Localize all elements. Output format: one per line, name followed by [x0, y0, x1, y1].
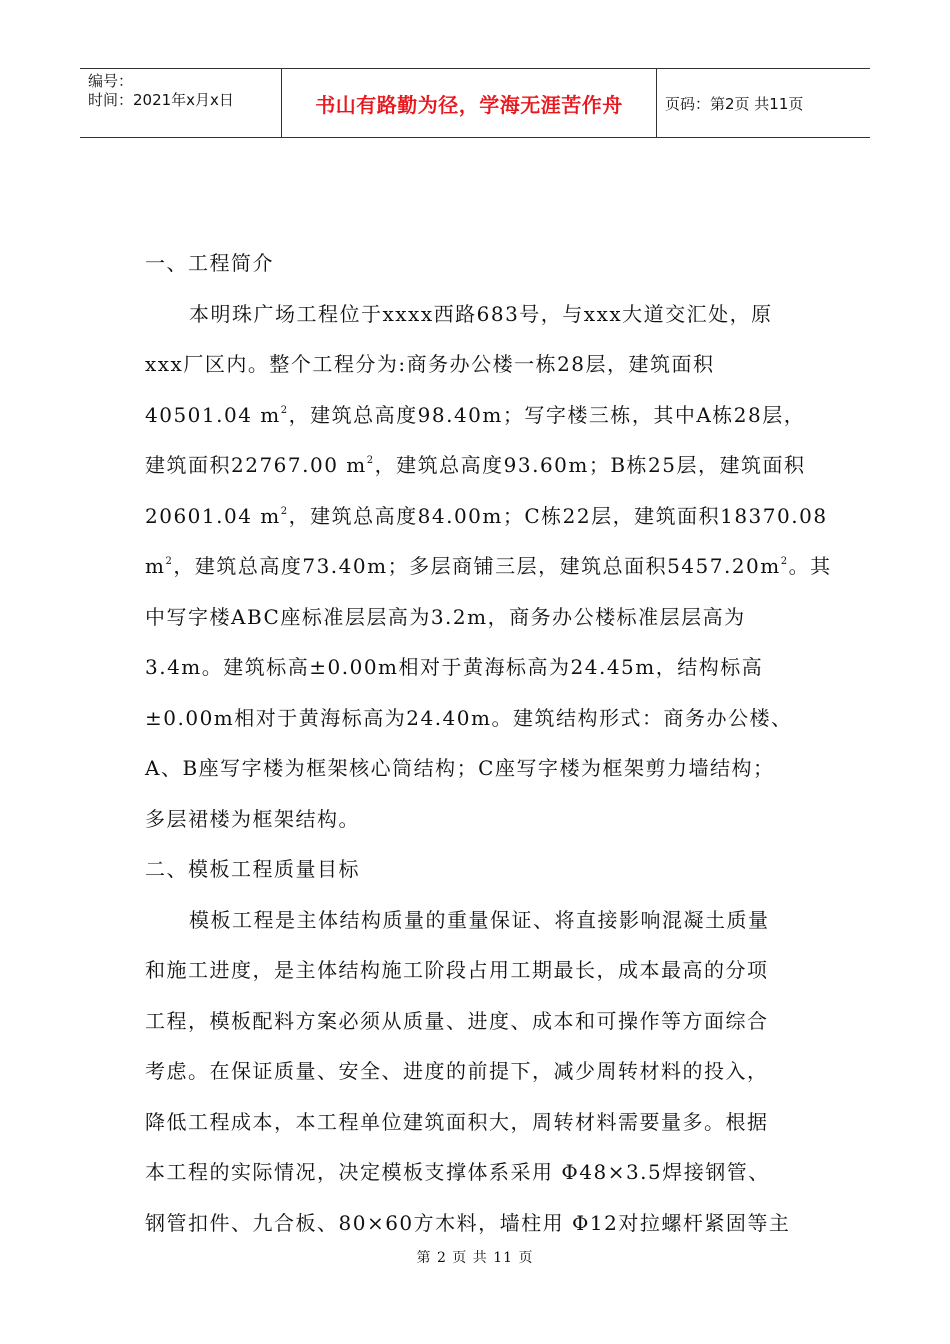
page-header	[80, 68, 870, 138]
page-footer-number: 第 2 页 共 11 页	[416, 1250, 534, 1266]
paragraph-line: 本明珠广场工程位于xxxx西路683号，与xxx大道交汇处，原	[189, 301, 773, 326]
document-date: 时间：2021年x月x日	[88, 91, 234, 109]
paragraph-line: ±0.00m相对于黄海标高为24.40m。建筑结构形式：商务办公楼、	[145, 705, 793, 730]
paragraph-line: 考虑。在保证质量、安全、进度的前提下，减少周转材料的投入，	[145, 1059, 769, 1083]
paragraph-line: A、B座写字楼为框架核心筒结构；C座写字楼为框架剪力墙结构；	[145, 756, 775, 780]
paragraph-line: 建筑面积22767.00 $m^2$，建筑总高度93.60m；B栋25层，建筑面积	[145, 453, 806, 477]
paragraph-line: 和施工进度，是主体结构施工阶段占用工期最长，成本最高的分项	[145, 958, 769, 982]
paragraph-line: 20601.04 $m^2$，建筑总高度84.00m；C栋22层，建筑面积18370.08	[145, 503, 828, 528]
section-title-overview: 一、工程简介	[145, 251, 274, 275]
section-title-quality-goal: 二、模板工程质量目标	[145, 857, 360, 881]
paragraph-line: 3.4m。建筑标高±0.00m相对于黄海标高为24.45m，结构标高	[145, 655, 764, 679]
header-meta	[80, 69, 282, 137]
paragraph-line: 模板工程是主体结构质量的重量保证、将直接影响混凝土质量	[189, 907, 770, 932]
paragraph-line: $m^2$，建筑总高度73.40m；多层商铺三层，建筑总面积$5457.20m^2$。其	[145, 554, 832, 578]
document-body	[145, 238, 832, 1248]
document-number-label: 编号：	[88, 72, 134, 90]
paragraph-line: 本工程的实际情况，决定模板支撑体系采用 Φ48×3.5焊接钢管、	[145, 1160, 770, 1184]
paragraph-line: 多层裙楼为框架结构。	[145, 806, 360, 831]
header-motto: 书山有路勤为径，学海无涯苦作舟	[282, 69, 657, 137]
paragraph-line: 降低工程成本，本工程单位建筑面积大，周转材料需要量多。根据	[145, 1109, 769, 1134]
paragraph-line: xxx厂区内。整个工程分为:商务办公楼一栋28层，建筑面积	[145, 352, 715, 376]
header-page-info: 页码：第2页 共11页	[665, 94, 804, 113]
paragraph-line: 中写字楼ABC座标准层层高为3.2m，商务办公楼标准层层高为	[145, 604, 746, 629]
paragraph-line: 40501.04 $m^2$，建筑总高度98.40m；写字楼三栋，其中A栋28层，	[145, 402, 806, 427]
paragraph-line: 钢管扣件、九合板、80×60方木料，墙柱用 Φ12对拉螺杆紧固等主	[145, 1210, 791, 1235]
paragraph-line: 工程，模板配料方案必须从质量、进度、成本和可操作等方面综合	[145, 1008, 769, 1033]
